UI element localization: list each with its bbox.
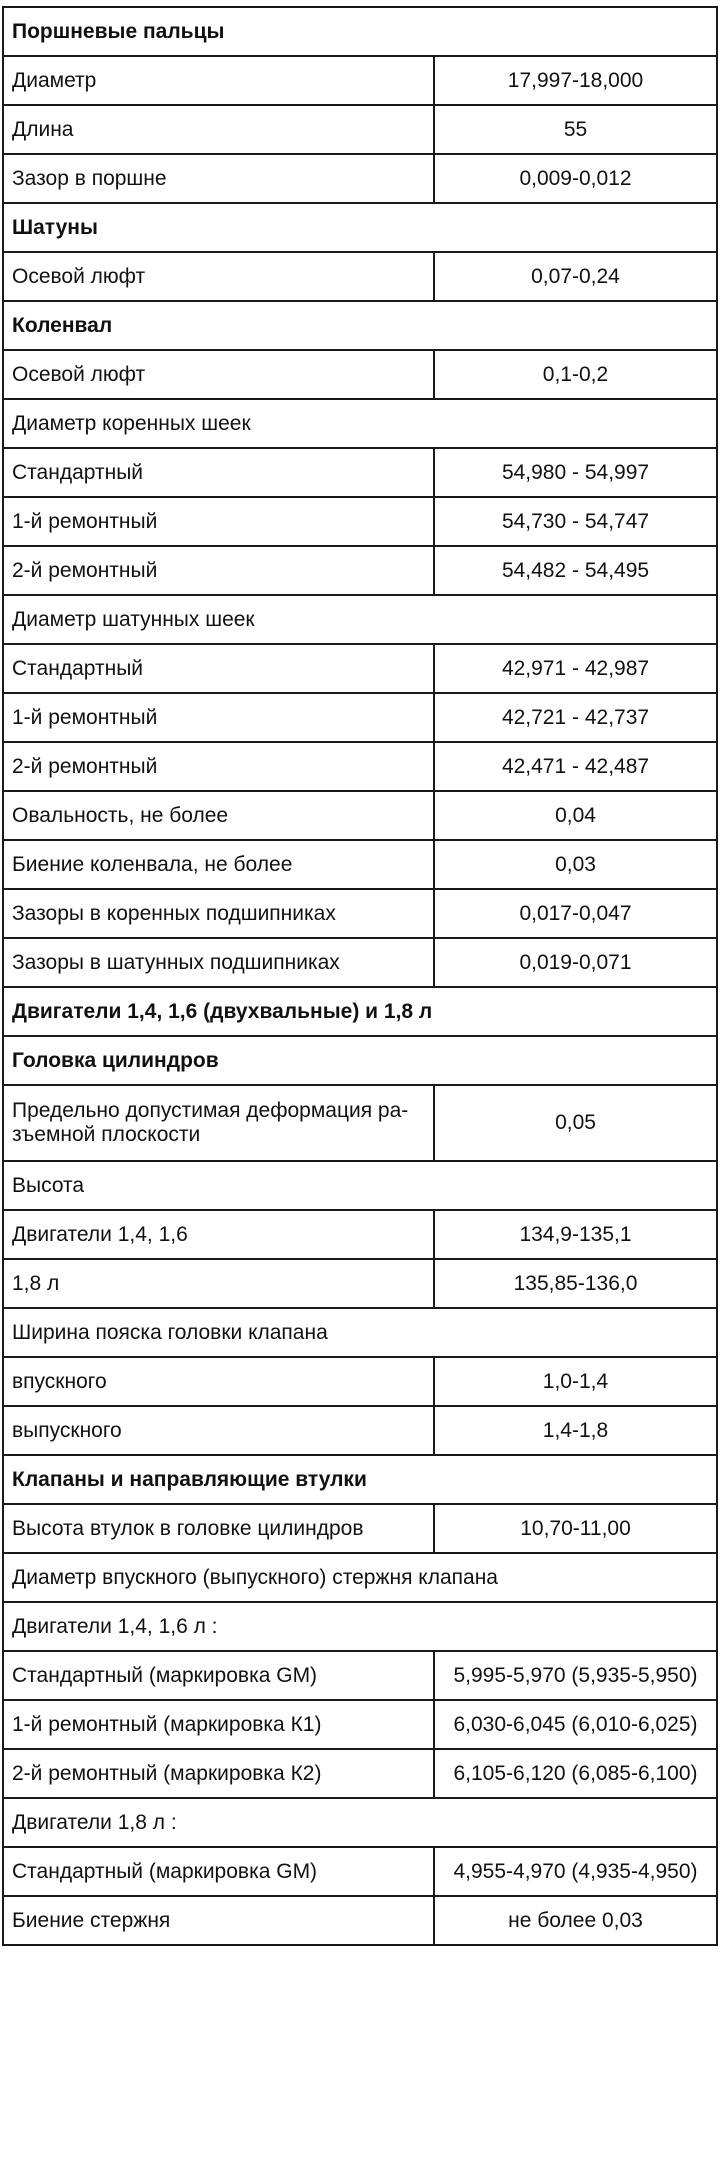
spec-value: 42,721 - 42,737 (434, 693, 717, 742)
spec-row (3, 154, 717, 203)
section-row (3, 203, 717, 252)
spec-label: 2-й ремонтный (маркировка К2) (3, 1749, 434, 1798)
spec-row (3, 448, 717, 497)
spec-label: Длина (3, 105, 434, 154)
spec-row (3, 1700, 717, 1749)
spec-label: Биение стержня (3, 1896, 434, 1945)
spec-row (3, 1749, 717, 1798)
spec-row (3, 840, 717, 889)
section-row (3, 1455, 717, 1504)
spec-label: Стандартный (3, 448, 434, 497)
spec-value: 135,85-136,0 (434, 1259, 717, 1308)
spec-value: 0,009-0,012 (434, 154, 717, 203)
spec-row (3, 742, 717, 791)
spec-row (3, 56, 717, 105)
subsection-label: Высота (3, 1161, 717, 1210)
spec-row (3, 350, 717, 399)
spec-value: 55 (434, 105, 717, 154)
section-row (3, 301, 717, 350)
spec-value: 0,019-0,071 (434, 938, 717, 987)
spec-value: 0,05 (434, 1085, 717, 1161)
spec-label: Зазор в поршне (3, 154, 434, 203)
subsection-label: Двигатели 1,4, 1,6 л : (3, 1602, 717, 1651)
spec-row (3, 889, 717, 938)
spec-value: 0,1-0,2 (434, 350, 717, 399)
spec-value: 1,4-1,8 (434, 1406, 717, 1455)
spec-label: Зазоры в шатунных подшипниках (3, 938, 434, 987)
section-row (3, 987, 717, 1036)
spec-label: Высота втулок в головке цилиндров (3, 1504, 434, 1553)
spec-label: Предельно допустимая деформация ра-зъемной плоскости (3, 1085, 434, 1161)
spec-label: 1,8 л (3, 1259, 434, 1308)
spec-row (3, 1504, 717, 1553)
section-heading: Головка цилиндров (3, 1036, 717, 1085)
spec-row (3, 1259, 717, 1308)
spec-row (3, 1085, 717, 1161)
subsection-row (3, 1308, 717, 1357)
spec-value: 54,730 - 54,747 (434, 497, 717, 546)
spec-value: 6,030-6,045 (6,010-6,025) (434, 1700, 717, 1749)
subsection-row (3, 1161, 717, 1210)
subsection-label: Ширина пояска головки клапана (3, 1308, 717, 1357)
spec-label: Стандартный (маркировка GM) (3, 1651, 434, 1700)
spec-label: 1-й ремонтный (3, 693, 434, 742)
spec-label: Овальность, не более (3, 791, 434, 840)
section-heading: Коленвал (3, 301, 717, 350)
spec-label: 1-й ремонтный (маркировка К1) (3, 1700, 434, 1749)
spec-value: 6,105-6,120 (6,085-6,100) (434, 1749, 717, 1798)
subsection-label: Двигатели 1,8 л : (3, 1798, 717, 1847)
spec-label: 2-й ремонтный (3, 742, 434, 791)
spec-label: Стандартный (3, 644, 434, 693)
spec-row (3, 693, 717, 742)
spec-value: 42,971 - 42,987 (434, 644, 717, 693)
subsection-label: Диаметр коренных шеек (3, 399, 717, 448)
spec-value: 0,04 (434, 791, 717, 840)
spec-value: 0,017-0,047 (434, 889, 717, 938)
spec-label: Осевой люфт (3, 350, 434, 399)
spec-value: 1,0-1,4 (434, 1357, 717, 1406)
spec-row (3, 1210, 717, 1259)
spec-row (3, 497, 717, 546)
spec-label: Осевой люфт (3, 252, 434, 301)
section-heading: Двигатели 1,4, 1,6 (двухвальные) и 1,8 л (3, 987, 717, 1036)
spec-value: 42,471 - 42,487 (434, 742, 717, 791)
spec-label: 1-й ремонтный (3, 497, 434, 546)
spec-row (3, 791, 717, 840)
spec-row (3, 1847, 717, 1896)
spec-row (3, 938, 717, 987)
subsection-row (3, 1602, 717, 1651)
spec-row (3, 1651, 717, 1700)
spec-value: 54,482 - 54,495 (434, 546, 717, 595)
spec-label: Диаметр (3, 56, 434, 105)
subsection-row (3, 1798, 717, 1847)
spec-value: 0,07-0,24 (434, 252, 717, 301)
spec-value: не более 0,03 (434, 1896, 717, 1945)
spec-value: 54,980 - 54,997 (434, 448, 717, 497)
spec-value: 4,955-4,970 (4,935-4,950) (434, 1847, 717, 1896)
spec-label: Стандартный (маркировка GM) (3, 1847, 434, 1896)
specifications-body (3, 7, 717, 1945)
spec-row (3, 644, 717, 693)
section-row (3, 7, 717, 56)
spec-value: 0,03 (434, 840, 717, 889)
spec-row (3, 1406, 717, 1455)
spec-label: 2-й ремонтный (3, 546, 434, 595)
section-row (3, 1036, 717, 1085)
specifications-table (2, 6, 718, 1946)
subsection-row (3, 1553, 717, 1602)
section-heading: Клапаны и направляющие втулки (3, 1455, 717, 1504)
subsection-row (3, 595, 717, 644)
subsection-label: Диаметр впускного (выпускного) стержня клапана (3, 1553, 717, 1602)
spec-row (3, 252, 717, 301)
spec-row (3, 546, 717, 595)
spec-row (3, 1357, 717, 1406)
subsection-row (3, 399, 717, 448)
spec-label: выпускного (3, 1406, 434, 1455)
spec-row (3, 1896, 717, 1945)
section-heading: Поршневые пальцы (3, 7, 717, 56)
spec-label: впускного (3, 1357, 434, 1406)
subsection-label: Диаметр шатунных шеек (3, 595, 717, 644)
spec-value: 5,995-5,970 (5,935-5,950) (434, 1651, 717, 1700)
section-heading: Шатуны (3, 203, 717, 252)
spec-value: 134,9-135,1 (434, 1210, 717, 1259)
spec-label: Биение коленвала, не более (3, 840, 434, 889)
spec-row (3, 105, 717, 154)
spec-value: 17,997-18,000 (434, 56, 717, 105)
spec-value: 10,70-11,00 (434, 1504, 717, 1553)
spec-label: Двигатели 1,4, 1,6 (3, 1210, 434, 1259)
spec-label: Зазоры в коренных подшипниках (3, 889, 434, 938)
